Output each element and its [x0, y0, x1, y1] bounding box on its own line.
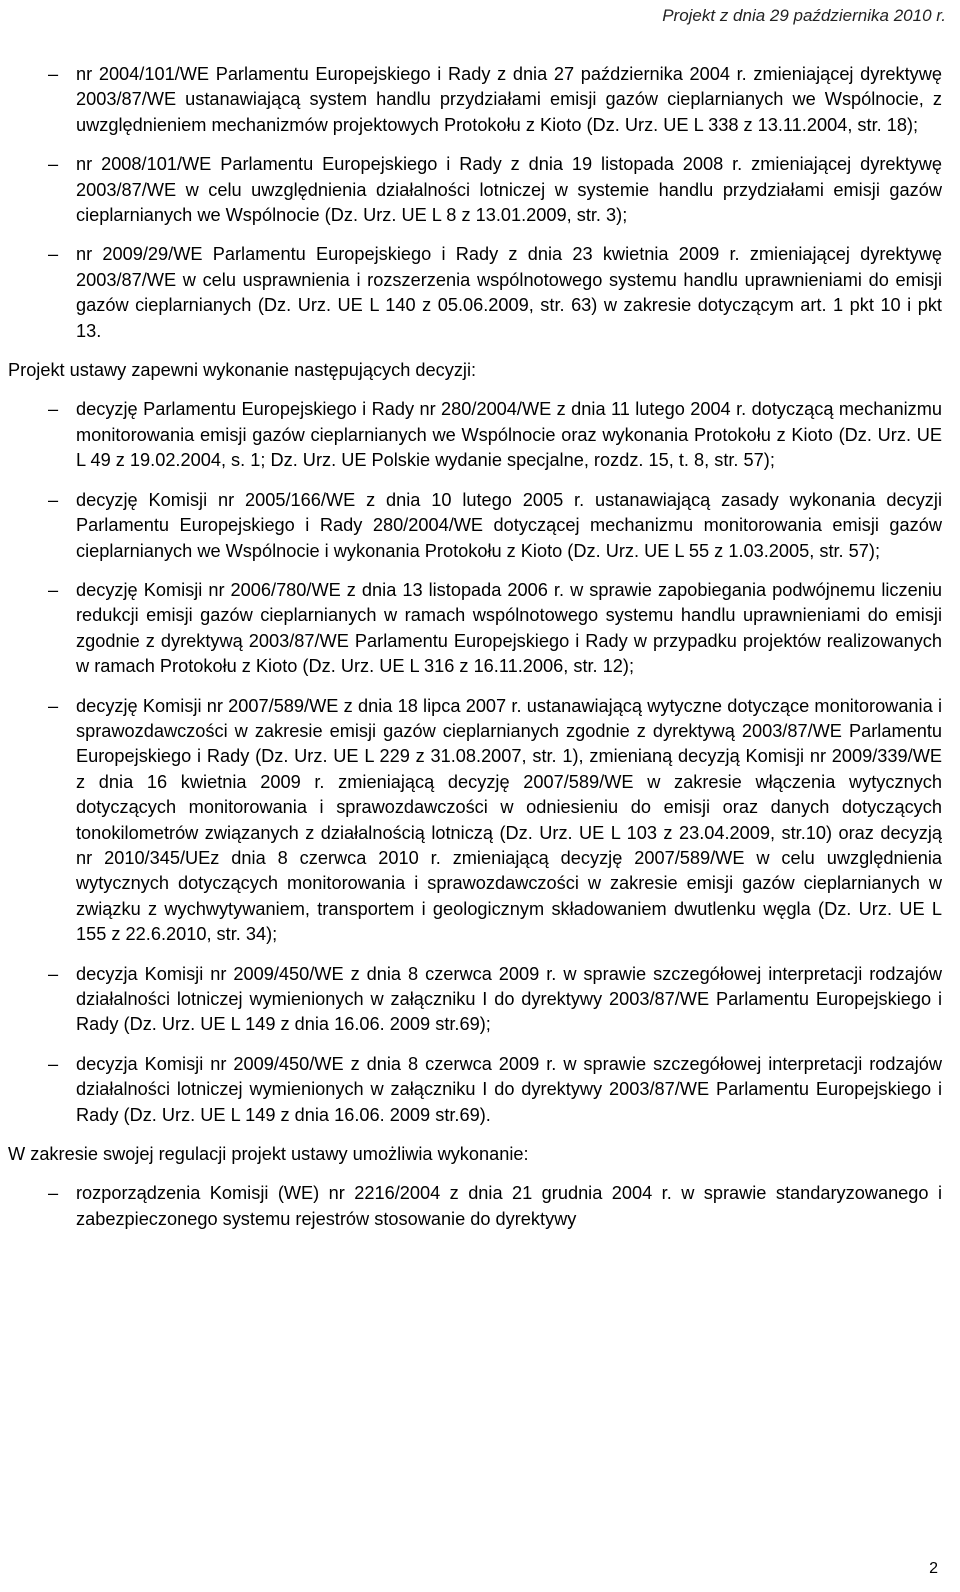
- list-item-text: nr 2004/101/WE Parlamentu Europejskiego i Rady z dnia 27 października 2004 r. zmieniającej dyrektywę 2003/87/WE ustanawiającą system handlu przydziałami emisji gazów cieplarnianych we Wspólnocie, z uwzględnieniem mechanizmów projektowych Protokołu z Kioto (Dz. Urz. UE L 338 z 13.11.2004, str. 18);: [76, 64, 942, 135]
- dash-bullet: –: [48, 1053, 59, 1074]
- list-item: [8, 62, 942, 138]
- list-item-text: decyzję Parlamentu Europejskiego i Rady nr 280/2004/WE z dnia 11 lutego 2004 r. dotyczącą mechanizmu monitorowania emisji gazów cieplarnianych we Wspólnocie oraz wykonania Protokołu z Kioto (Dz. Urz. UE L 49 z 19.02.2004, s. 1; Dz. Urz. UE Polskie wydanie specjalne, rozdz. 15, t. 8, str. 57);: [76, 399, 942, 471]
- dash-bullet: –: [48, 579, 59, 600]
- list-item-text: rozporządzenia Komisji (WE) nr 2216/2004 z dnia 21 grudnia 2004 r. w sprawie standaryzowanego i zabezpieczonego systemu rejestrów stosowanie do dyrektywy: [76, 1183, 942, 1229]
- list-item-text: decyzję Komisji nr 2006/780/WE z dnia 13 listopada 2006 r. w sprawie zapobiegania podwójnemu liczeniu redukcji emisji gazów cieplarnianych w ramach wspólnotowego systemu handlu uprawnieniami do emisji zgodnie z dyrektywą 2003/87/WE Parlamentu Europejskiego i Rady w przypadku projektów realizowanych w ramach Protokołu z Kioto (Dz. Urz. UE L 316 z 16.11.2006, str. 12);: [76, 579, 942, 677]
- list-item-text: decyzję Komisji nr 2007/589/WE z dnia 18 lipca 2007 r. ustanawiającą wytyczne dotyczące monitorowania i sprawozdawczości w zakresie emisji gazów cieplarnianych zgodnie z dyrektywą 2003/87/WE Parlamentu Europejskiego i Rady (Dz. Urz. UE L 229 z 31.08.2007, str. 1), zmienianą decyzją Komisji nr 2009/339/WE z dnia 16 kwietnia 2009 r. zmieniającą decyzję 2007/589/WE w zakresie włączenia wytycznych dotyczących monitorowania i sprawozdawczości w odniesieniu do emisji oraz danych dotyczących tonokilometrów związanych z działalnością lotniczą (Dz. Urz. UE L 103 z 23.04.2009, str.10) oraz decyzją nr 2010/345/UEz dnia 8 czerwca 2010 r. zmieniającą decyzję 2007/589/WE w celu uwzględnienia wytycznych dotyczących monitorowania i sprawozdawczości w zakresie emisji gazów cieplarnianych w związku z wychwytywaniem, transportem i geologicznym składowaniem dwutlenku węgla (Dz. Urz. UE L 155 z 22.6.2010, str. 34);: [76, 695, 942, 945]
- dash-bullet: –: [48, 489, 59, 510]
- list-item: [8, 152, 942, 228]
- page-header: Projekt z dnia 29 października 2010 r.: [662, 6, 946, 25]
- document-body: [8, 62, 942, 1246]
- list-item-text: decyzja Komisji nr 2009/450/WE z dnia 8 czerwca 2009 r. w sprawie szczegółowej interpretacji rodzajów działalności lotniczej wymienionych w załączniku I do dyrektywy 2003/87/WE Parlamentu Europejskiego i Rady (Dz. Urz. UE L 149 z dnia 16.06. 2009 str.69);: [76, 963, 942, 1035]
- dash-bullet: –: [48, 399, 59, 420]
- list-item: [8, 242, 942, 344]
- dash-bullet: –: [48, 244, 59, 265]
- list-item-text: decyzję Komisji nr 2005/166/WE z dnia 10 lutego 2005 r. ustanawiającą zasady wykonania decyzji Parlamentu Europejskiego i Rady 280/2004/WE dotyczącej mechanizmu monitorowania emisji gazów cieplarnianych we Wspólnocie i wykonania Protokołu z Kioto (Dz. Urz. UE L 55 z 1.03.2005, str. 57);: [76, 489, 942, 561]
- list-item: [8, 578, 942, 680]
- dash-bullet: –: [48, 1183, 59, 1204]
- list-item-text: nr 2008/101/WE Parlamentu Europejskiego i Rady z dnia 19 listopada 2008 r. zmieniającej dyrektywę 2003/87/WE w celu uwzględnienia działalności lotniczej w systemie handlu przydziałami emisji gazów cieplarnianych we Wspólnocie (Dz. Urz. UE L 8 z 13.01.2009, str. 3);: [76, 154, 942, 226]
- intro-paragraph: Projekt ustawy zapewni wykonanie następujących decyzji:: [8, 360, 477, 381]
- list-item: [8, 488, 942, 564]
- list-item: [8, 397, 942, 473]
- list-item: [8, 962, 942, 1038]
- list-item: [8, 694, 942, 948]
- dash-bullet: –: [48, 64, 59, 84]
- list-item: [8, 1181, 942, 1232]
- intro-paragraph: W zakresie swojej regulacji projekt ustawy umożliwia wykonanie:: [8, 1144, 529, 1165]
- list-item: [8, 1052, 942, 1128]
- list-item-text: decyzja Komisji nr 2009/450/WE z dnia 8 czerwca 2009 r. w sprawie szczegółowej interpretacji rodzajów działalności lotniczej wymienionych w załączniku I do dyrektywy 2003/87/WE Parlamentu Europejskiego i Rady (Dz. Urz. UE L 149 z dnia 16.06. 2009 str.69).: [76, 1053, 942, 1125]
- list-item-text: nr 2009/29/WE Parlamentu Europejskiego i Rady z dnia 23 kwietnia 2009 r. zmieniającej dyrektywę 2003/87/WE w celu usprawnienia i rozszerzenia wspólnotowego systemu handlu uprawnieniami do emisji gazów cieplarnianych (Dz. Urz. UE L 140 z 05.06.2009, str. 63) w zakresie dotyczącym art. 1 pkt 10 i pkt 13.: [76, 244, 942, 341]
- dash-bullet: –: [48, 695, 59, 716]
- dash-bullet: –: [48, 963, 59, 984]
- page-number: 2: [929, 1560, 938, 1577]
- dash-bullet: –: [48, 154, 59, 175]
